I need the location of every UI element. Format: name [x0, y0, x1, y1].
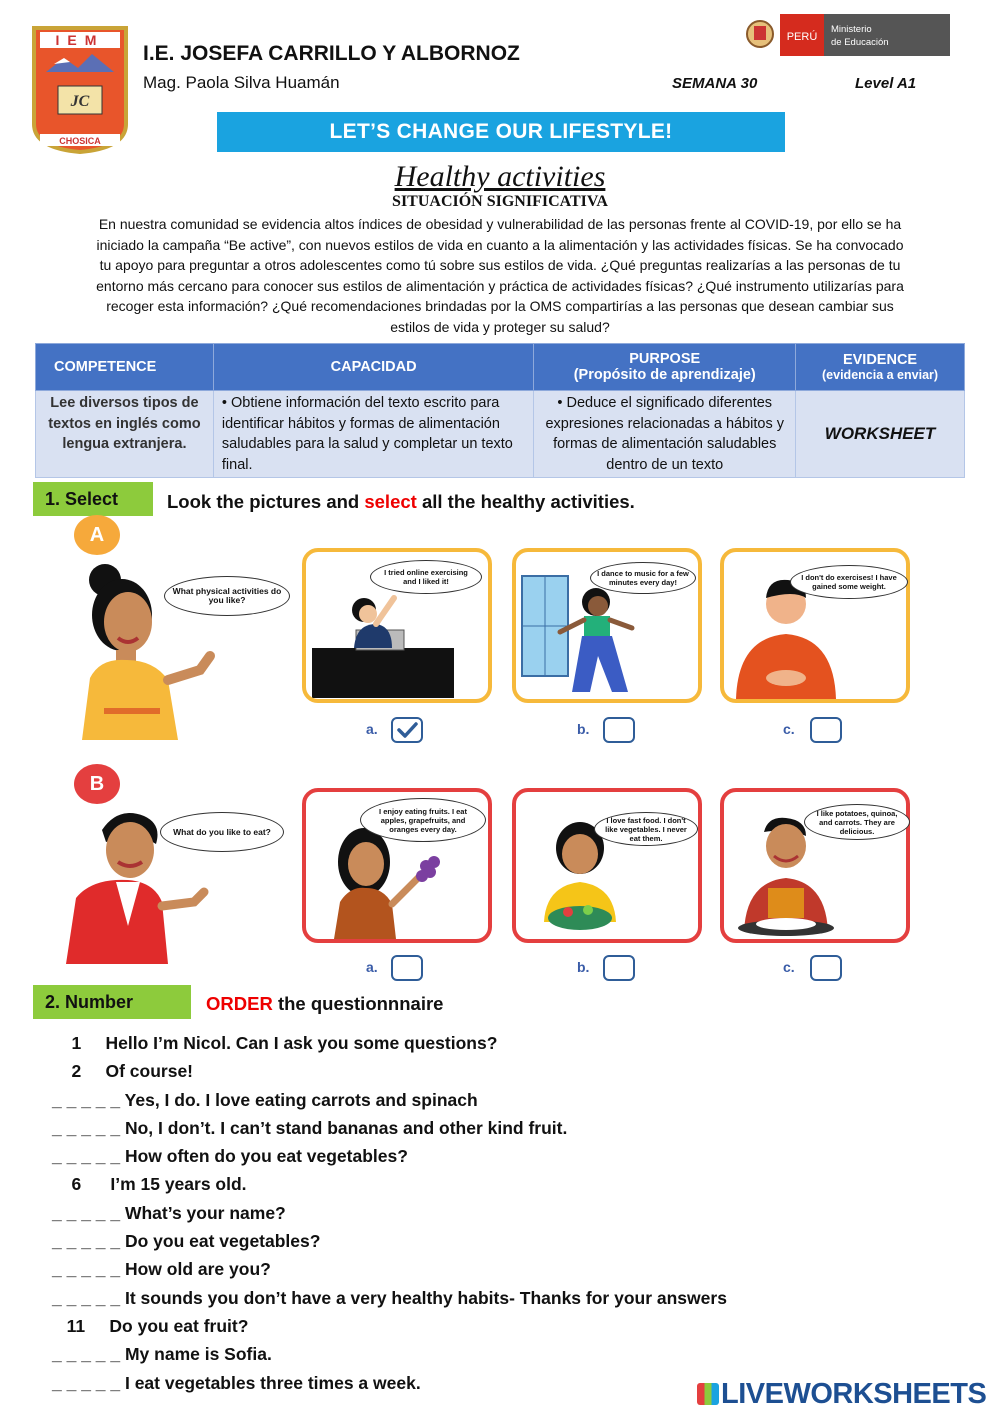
section2-instruction — [206, 993, 443, 1015]
competence-table — [35, 343, 965, 478]
header-purpose-title: PURPOSE — [629, 351, 701, 367]
ministry-country: PERÚ — [786, 31, 818, 43]
questionnaire-line[interactable]: _ _ _ _ _ What’s your name? — [52, 1202, 286, 1223]
header-capacidad: CAPACIDAD — [213, 344, 534, 391]
card-a-c-bubble: I don't do exercises! I have gained some weight. — [790, 565, 908, 599]
option-a-c-label: c. — [783, 721, 795, 737]
instr-highlight: select — [364, 491, 417, 512]
card-a-a-bubble: I tried online exercising and I liked it! — [370, 560, 482, 594]
page-subtitle: SITUACIÓN SIGNIFICATIVA — [392, 193, 608, 210]
situation-line: estilos de vida y proteger su salud? — [390, 318, 610, 335]
ministry-line1: Ministerio — [831, 24, 872, 35]
questionnaire-line[interactable]: _ _ _ _ _ No, I don’t. I can’t stand bananas and other kind fruit. — [52, 1117, 568, 1138]
card-b-b-bubble: I love fast food. I don't like vegetables. I never eat them. — [594, 812, 698, 846]
checkmark-icon — [393, 719, 421, 741]
group-a-badge: A — [74, 515, 120, 555]
questionnaire-line[interactable]: _ _ _ _ _ How old are you? — [52, 1259, 271, 1280]
questionnaire-line[interactable]: 1 Hello I’m Nicol. Can I ask you some questions? — [52, 1033, 498, 1053]
card-b-a-bubble: I enjoy eating fruits. I eat apples, grapefruits, and oranges every day. — [360, 798, 486, 842]
section1-label: 1. Select — [33, 482, 153, 516]
questionnaire-line[interactable]: _ _ _ _ _ It sounds you don’t have a very healthy habits- Thanks for your answers — [52, 1287, 727, 1308]
situation-line: En nuestra comunidad se evidencia altos índices de obesidad y vulnerabilidad de las personas frente al COVID-19, por ello se ha — [98, 216, 902, 232]
logo-top-text: IEM — [55, 32, 105, 48]
speaker-a-bubble: What physical activities do you like? — [164, 576, 290, 616]
week-label: SEMANA 30 — [672, 75, 758, 92]
card-b-c-bubble: I like potatoes, quinoa, and carrots. They are delicious. — [804, 804, 910, 840]
school-logo — [30, 24, 130, 154]
option-a-a-label: a. — [366, 721, 378, 737]
header-evidence-sub: (evidencia a enviar) — [822, 368, 939, 382]
table-header-row — [36, 344, 965, 391]
checkbox-a-c[interactable] — [810, 717, 842, 743]
lifestyle-banner: LET’S CHANGE OUR LIFESTYLE! — [217, 112, 785, 152]
page-title: Healthy activities — [394, 160, 606, 193]
cell-competence: Lee diversos tipos de textos en inglés como lengua extranjera. — [36, 391, 214, 478]
school-name: I.E. JOSEFA CARRILLO Y ALBORNOZ — [143, 42, 520, 65]
questionnaire-line[interactable]: _ _ _ _ _ Yes, I do. I love eating carrots and spinach — [52, 1089, 478, 1110]
option-b-c-label: c. — [783, 959, 795, 975]
header-evidence — [796, 344, 965, 391]
table-row — [36, 391, 965, 478]
questionnaire-line[interactable]: _ _ _ _ _ How often do you eat vegetables? — [52, 1146, 408, 1167]
option-a-b-label: b. — [577, 721, 590, 737]
speaker-b-bubble: What do you like to eat? — [160, 812, 284, 852]
situation-line: recoger esta información? ¿Qué recomendaciones brindadas por la OMS compartirías a las personas que desean cambiar sus — [106, 298, 894, 314]
instr-text: all the healthy activities. — [416, 491, 635, 512]
situation-line: iniciado la campaña “Be active”, con nuevos estilos de vida en cuanto a la alimentación y las actividades físicas. Se ha convocado — [96, 236, 904, 253]
checkbox-a-b[interactable] — [603, 717, 635, 743]
level-label: Level A1 — [855, 75, 917, 92]
card-a-b-bubble: I dance to music for a few minutes every day! — [590, 562, 696, 594]
situation-paragraph — [54, 214, 946, 337]
section2-label: 2. Number — [33, 985, 191, 1019]
teacher-name: Mag. Paola Silva Huamán — [143, 73, 340, 92]
card-b-b — [512, 788, 702, 943]
questionnaire-line[interactable]: 11 Do you eat fruit? — [52, 1315, 249, 1336]
ministry-logo — [744, 12, 950, 58]
instr-highlight: ORDER — [206, 993, 273, 1014]
instr-text: the questionnnaire — [272, 993, 444, 1014]
questionnaire-line[interactable]: 6 I’m 15 years old. — [52, 1174, 247, 1195]
option-b-b-label: b. — [577, 959, 590, 975]
header-competence: COMPETENCE — [36, 344, 214, 391]
logo-bottom-text: CHOSICA — [59, 136, 101, 146]
situation-line: tu apoyo para preguntar a otros adolescentes como tú sobre sus estilos de vida. ¿Qué preguntas realizarías a las personas de tu — [99, 257, 901, 273]
checkbox-b-b[interactable] — [603, 955, 635, 981]
questionnaire-line[interactable]: _ _ _ _ _ My name is Sofia. — [52, 1344, 272, 1365]
header-purpose — [534, 344, 796, 391]
watermark-text: LIVEWORKSHEETS — [721, 1378, 987, 1410]
instr-text: Look the pictures and — [167, 491, 365, 512]
liveworksheets-icon — [697, 1383, 719, 1405]
cell-purpose: • Deduce el significado diferentes expresiones relacionadas a hábitos y formas de alimentación saludables dentro de un texto — [534, 391, 796, 478]
checkbox-a-a[interactable] — [391, 717, 423, 743]
liveworksheets-watermark — [697, 1378, 986, 1411]
checkbox-b-a[interactable] — [391, 955, 423, 981]
group-b-badge: B — [74, 764, 120, 804]
option-b-a-label: a. — [366, 959, 378, 975]
questionnaire-list — [52, 1029, 727, 1397]
checkbox-b-c[interactable] — [810, 955, 842, 981]
questionnaire-line[interactable]: _ _ _ _ _ I eat vegetables three times a week. — [52, 1372, 421, 1393]
header-evidence-title: EVIDENCE — [842, 352, 918, 368]
questionnaire-line[interactable]: _ _ _ _ _ Do you eat vegetables? — [52, 1231, 321, 1252]
logo-mid-text: JC — [70, 93, 90, 110]
header-purpose-sub: (Propósito de aprendizaje) — [573, 367, 756, 383]
situation-line: entorno más cercano para conocer sus estilos de alimentación y práctica de actividades físicas? ¿Qué instrumento utilizarías para — [96, 277, 904, 294]
questionnaire-line[interactable]: 2 Of course! — [52, 1061, 194, 1082]
section1-instruction — [167, 491, 635, 513]
ministry-line2: de Educación — [831, 37, 889, 48]
cell-capacidad: • Obtiene información del texto escrito para identificar hábitos y formas de alimentación saludables para la salud y completar un texto final. — [213, 391, 534, 478]
cell-evidence: WORKSHEET — [796, 391, 965, 478]
